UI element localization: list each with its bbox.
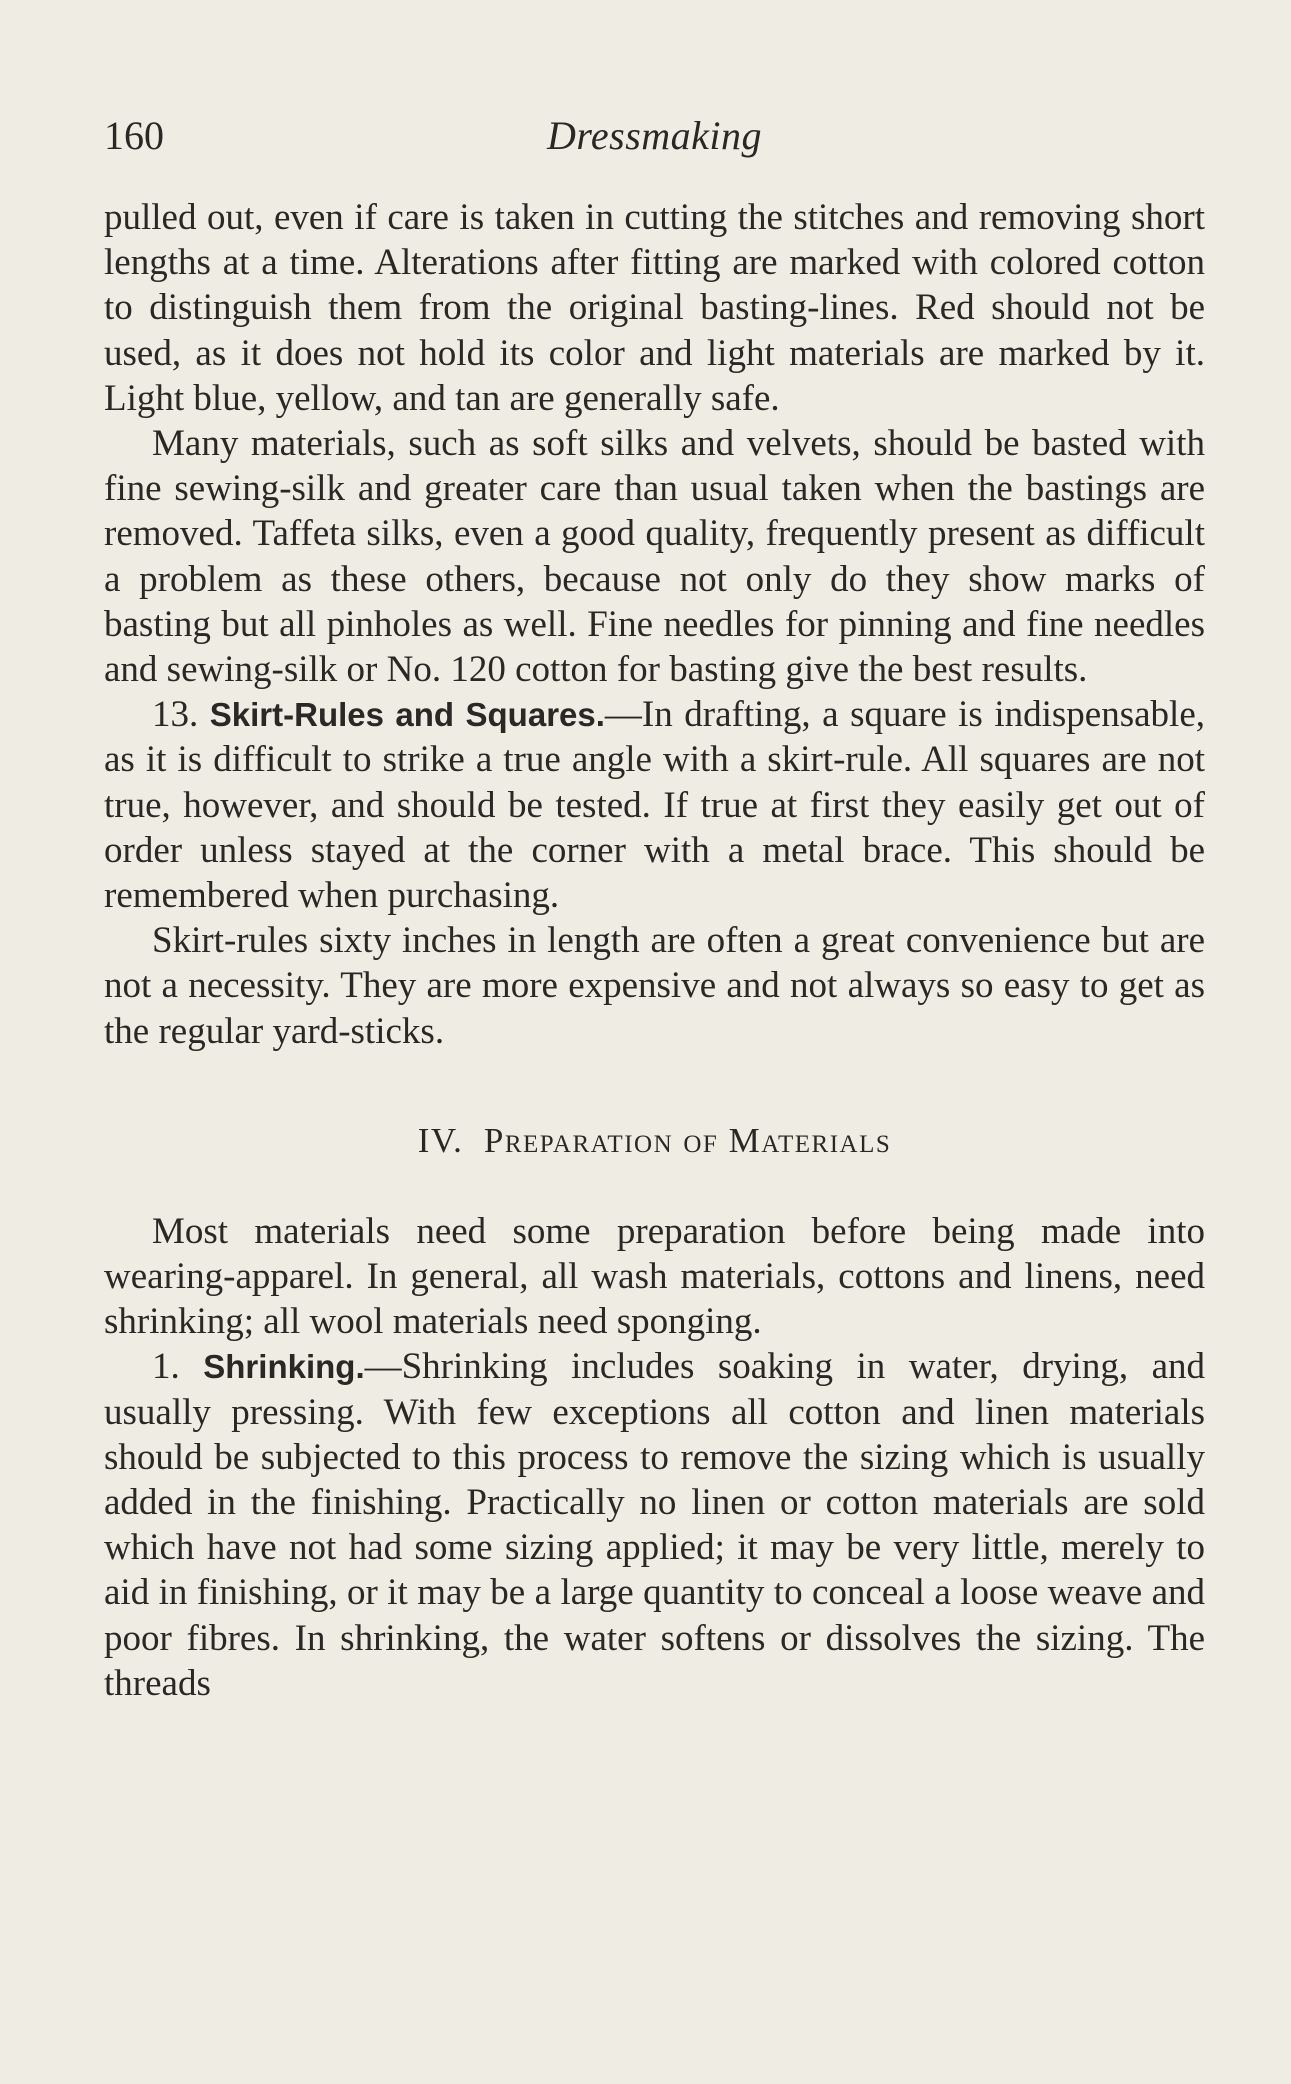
paragraph xyxy=(104,195,1205,421)
paragraph xyxy=(104,421,1205,692)
paragraph xyxy=(104,918,1205,1054)
section-numeral: IV. xyxy=(417,1120,464,1160)
section-heading xyxy=(104,1118,1205,1163)
page-number: 160 xyxy=(104,113,164,158)
paragraph-text: pulled out, even if care is taken in cutting the stitches and removing short lengths at a time. Alterations after fitting are marked with colored cotton to distinguish them from the original basting-lines. Red should not be used, as it does not hold its color and light materials are marked by it. Light blue, yellow, and tan are generally safe. xyxy=(104,197,1205,419)
run-in-heading: Skirt-Rules and Squares. xyxy=(209,696,605,734)
paragraph-text: —Shrinking includes soaking in water, drying, and usually pressing. With few exceptions all cotton and linen materials should be subjected to this process to remove the sizing which is usually added in the finishing. Practically no linen or cotton materials are sold which have not had some sizing applied; it may be very little, merely to aid in finishing, or it may be a large quantity to conceal a loose weave and poor fibres. In shrinking, the water softens or dissolves the sizing. The threads xyxy=(104,1346,1206,1704)
paragraph-number: 13. xyxy=(152,694,199,736)
paragraph-text: Skirt-rules sixty inches in length are often a great convenience but are not a necessity. They are more expensive and not always so easy to get as the regular yard-sticks. xyxy=(104,920,1205,1052)
section-title: Preparation of Materials xyxy=(483,1120,892,1160)
running-head xyxy=(104,105,1205,167)
paragraph-text: Many materials, such as soft silks and velvets, should be basted with fine sewing-silk and greater care than usual taken when the bastings are removed. Taffeta silks, even a good quality, frequently present as difficult a problem as these others, because not only do they show marks of basting but all pinholes as well. Fine needles for pinning and fine needles and sewing-silk or No. 120 cotton for basting give the best results. xyxy=(104,423,1205,691)
paragraph-text: —In drafting, a square is indispensable, as it is difficult to strike a true angle with a skirt-rule. All squares are not true, however, and should be tested. If true at first they easily get out of order unless stayed at the corner with a metal brace. This should be remembered when purchasing. xyxy=(104,694,1205,917)
body-text xyxy=(104,195,1205,1706)
paragraph xyxy=(104,1209,1205,1345)
paragraph-text: Most materials need some preparation before being made into wearing-apparel. In general, all wash materials, cottons and linens, need shrinking; all wool materials need sponging. xyxy=(104,1210,1205,1343)
book-page xyxy=(104,105,1205,1706)
paragraph-shrinking xyxy=(104,1344,1205,1706)
paragraph-skirt-rules xyxy=(104,692,1205,918)
run-in-heading: Shrinking. xyxy=(203,1348,365,1386)
running-title: Dressmaking xyxy=(546,113,763,158)
paragraph-number: 1. xyxy=(152,1346,180,1388)
